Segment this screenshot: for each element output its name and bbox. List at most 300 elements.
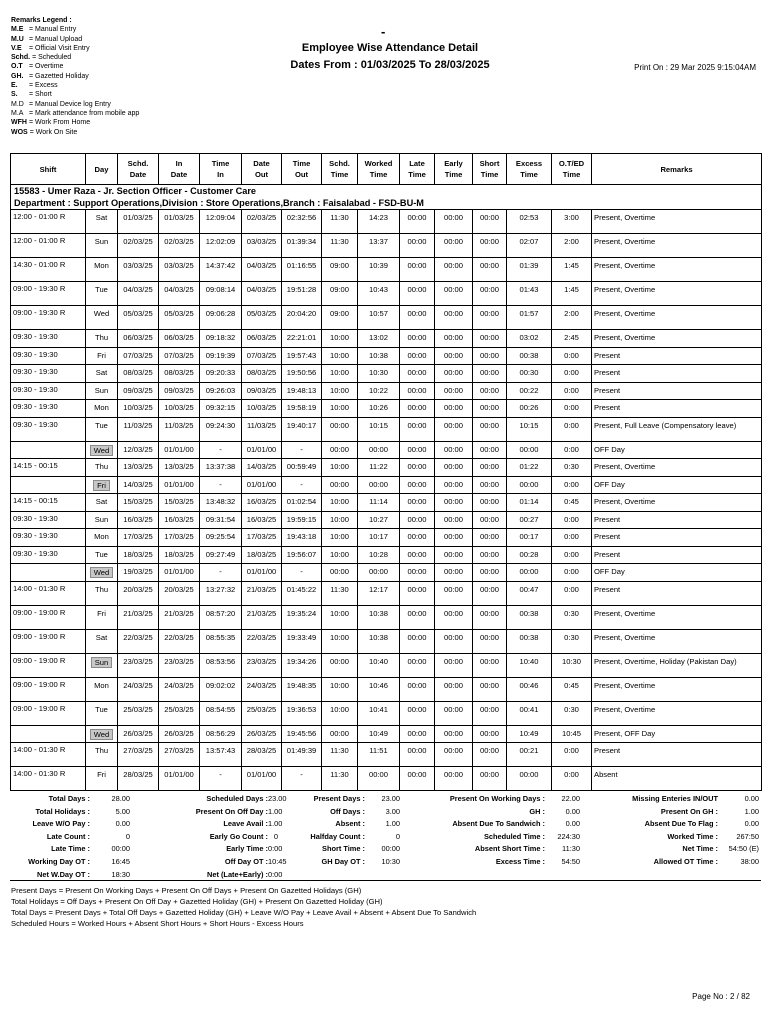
- legend-text: = Work From Home: [29, 119, 91, 127]
- summary-value: 00:00: [111, 844, 130, 854]
- column-header-line2: Time: [330, 170, 349, 179]
- table-row: [11, 546, 762, 564]
- cell-excess: 00:46: [507, 677, 552, 701]
- table-row: [11, 677, 762, 701]
- cell-worked: 12:17: [358, 581, 400, 605]
- cell-date-out: 21/03/25: [242, 605, 282, 629]
- cell-early: 00:00: [435, 382, 473, 400]
- cell-date-out: 03/03/25: [242, 234, 282, 258]
- cell-late: 00:00: [400, 653, 435, 677]
- column-header-line2: Time: [562, 170, 581, 179]
- column-header-line1: Schd.: [127, 159, 149, 168]
- cell-excess: 00:30: [507, 365, 552, 383]
- cell-ot: 0:00: [552, 365, 592, 383]
- cell-late: 00:00: [400, 382, 435, 400]
- cell-time-out: 01:02:54: [282, 494, 322, 512]
- summary-value: 54:50: [561, 857, 580, 866]
- cell-late: 00:00: [400, 210, 435, 234]
- cell-shift: 14:00 - 01:30 R: [11, 767, 86, 791]
- cell-remarks: Present: [592, 743, 762, 767]
- cell-schd-date: 18/03/25: [118, 546, 159, 564]
- column-header-line1: In: [175, 159, 183, 168]
- table-row: [11, 581, 762, 605]
- cell-excess: 00:22: [507, 382, 552, 400]
- summary-value: 23.00: [268, 794, 287, 803]
- cell-time-in: 12:09:04: [200, 210, 242, 234]
- cell-shift: [11, 564, 86, 582]
- cell-excess: 00:00: [507, 767, 552, 791]
- cell-schd-date: 10/03/25: [118, 400, 159, 418]
- cell-worked: 11:14: [358, 494, 400, 512]
- cell-early: 00:00: [435, 417, 473, 441]
- cell-late: 00:00: [400, 767, 435, 791]
- cell-ot: 0:00: [552, 476, 592, 494]
- summary-label: Present Days :: [313, 794, 365, 803]
- cell-short: 00:00: [473, 400, 507, 418]
- summary-value: 16:45: [111, 857, 130, 866]
- column-header-line2: Time: [444, 170, 463, 179]
- summary-label: GH :: [529, 806, 545, 816]
- cell-excess: 01:57: [507, 306, 552, 330]
- summary-label: Present On GH :: [660, 806, 718, 816]
- summary-label: Early Time :: [226, 844, 268, 854]
- summary-value: 0: [273, 831, 278, 841]
- cell-late: 00:00: [400, 400, 435, 418]
- cell-shift: 09:00 - 19:00 R: [11, 605, 86, 629]
- cell-in-date: 26/03/25: [159, 725, 200, 743]
- cell-in-date: 06/03/25: [159, 330, 200, 348]
- cell-early: 00:00: [435, 511, 473, 529]
- column-header-line1: Schd.: [329, 159, 350, 168]
- cell-short: 00:00: [473, 767, 507, 791]
- legend-code: M.E: [11, 26, 24, 34]
- cell-schd-time: 00:00: [322, 653, 358, 677]
- cell-remarks: Present, Overtime: [592, 701, 762, 725]
- cell-schd-date: 17/03/25: [118, 529, 159, 547]
- cell-day: Sun: [86, 511, 118, 529]
- cell-shift: [11, 476, 86, 494]
- cell-schd-time: 09:00: [322, 282, 358, 306]
- legend-item: [11, 118, 139, 127]
- cell-shift: 14:30 - 01:00 R: [11, 258, 86, 282]
- table-row: [11, 529, 762, 547]
- cell-short: 00:00: [473, 306, 507, 330]
- cell-schd-time: 09:00: [322, 306, 358, 330]
- cell-schd-date: 24/03/25: [118, 677, 159, 701]
- cell-excess: 00:00: [507, 564, 552, 582]
- cell-remarks: Present, Overtime: [592, 629, 762, 653]
- cell-ot: 0:00: [552, 743, 592, 767]
- cell-date-out: 05/03/25: [242, 306, 282, 330]
- cell-time-out: 01:16:55: [282, 258, 322, 282]
- column-header-line1: Early: [444, 159, 463, 168]
- cell-schd-time: 09:00: [322, 258, 358, 282]
- column-header-line1: Date: [253, 159, 270, 168]
- table-row: [11, 605, 762, 629]
- cell-day: Tue: [86, 282, 118, 306]
- cell-worked: 00:00: [358, 441, 400, 459]
- formula-line: Present Days = Present On Working Days + Present On Off Days + Present On Gazetted Holidays (GH): [11, 886, 362, 895]
- cell-worked: 10:43: [358, 282, 400, 306]
- cell-day: Mon: [86, 400, 118, 418]
- cell-time-in: 09:18:32: [200, 330, 242, 348]
- cell-worked: 10:38: [358, 347, 400, 365]
- legend-item: [11, 25, 139, 34]
- summary-label: Absent Due To Flag :: [644, 819, 718, 829]
- cell-remarks: Present: [592, 546, 762, 564]
- column-header-line1: Remarks: [660, 164, 693, 174]
- cell-short: 00:00: [473, 382, 507, 400]
- legend-item: [11, 128, 139, 137]
- cell-remarks: Present, Overtime: [592, 494, 762, 512]
- cell-remarks: Present, Overtime: [592, 210, 762, 234]
- cell-date-out: 09/03/25: [242, 382, 282, 400]
- summary-value: 54:50 (E): [728, 844, 759, 854]
- column-header: [322, 154, 358, 185]
- table-row: [11, 511, 762, 529]
- table-row: [11, 494, 762, 512]
- department-line: Department : Support Operations,Division : Store Operations,Branch : Faisalabad - FSD-BU-M: [11, 197, 762, 210]
- cell-schd-date: 16/03/25: [118, 511, 159, 529]
- cell-late: 00:00: [400, 476, 435, 494]
- summary-value: 28.00: [111, 794, 130, 803]
- column-header: [435, 154, 473, 185]
- cell-remarks: Present, Overtime, Holiday (Pakistan Day): [592, 653, 762, 677]
- formula-line: Scheduled Hours = Worked Hours + Absent Short Hours + Short Hours - Excess Hours: [11, 919, 304, 928]
- cell-shift: 09:30 - 19:30: [11, 529, 86, 547]
- cell-day: Wed: [86, 306, 118, 330]
- column-header-line2: Out: [254, 170, 269, 179]
- table-row: [11, 653, 762, 677]
- cell-in-date: 08/03/25: [159, 365, 200, 383]
- cell-shift: [11, 725, 86, 743]
- cell-in-date: 07/03/25: [159, 347, 200, 365]
- cell-time-in: -: [200, 767, 242, 791]
- cell-remarks: Present, Overtime: [592, 605, 762, 629]
- cell-date-out: 01/01/00: [242, 767, 282, 791]
- cell-remarks: Present: [592, 529, 762, 547]
- cell-shift: 09:30 - 19:30: [11, 330, 86, 348]
- print-on-timestamp: Print On : 29 Mar 2025 9:15:04AM: [634, 63, 756, 72]
- cell-day: Sat: [86, 494, 118, 512]
- cell-late: 00:00: [400, 347, 435, 365]
- table-row: [11, 234, 762, 258]
- summary-value: 11:30: [562, 844, 580, 854]
- cell-schd-date: 01/03/25: [118, 210, 159, 234]
- cell-excess: 02:07: [507, 234, 552, 258]
- cell-ot: 1:45: [552, 282, 592, 306]
- cell-date-out: 25/03/25: [242, 701, 282, 725]
- summary-label: Late Count :: [46, 831, 90, 841]
- summary-label: Present On Working Days :: [449, 794, 545, 803]
- cell-short: 00:00: [473, 511, 507, 529]
- column-header: [118, 154, 159, 185]
- cell-day: Tue: [86, 701, 118, 725]
- cell-worked: 10:17: [358, 529, 400, 547]
- cell-date-out: 23/03/25: [242, 653, 282, 677]
- column-header-line2: Time: [480, 170, 499, 179]
- cell-day: Fri: [86, 347, 118, 365]
- cell-worked: 10:15: [358, 417, 400, 441]
- cell-worked: 10:38: [358, 629, 400, 653]
- cell-late: 00:00: [400, 494, 435, 512]
- column-header-line1: Day: [94, 164, 109, 174]
- cell-early: 00:00: [435, 306, 473, 330]
- cell-worked: 00:00: [358, 564, 400, 582]
- legend-item: [11, 100, 139, 109]
- cell-worked: 10:57: [358, 306, 400, 330]
- cell-schd-time: 10:00: [322, 511, 358, 529]
- cell-day: [86, 441, 118, 459]
- summary-value: 1.00: [385, 819, 400, 829]
- cell-schd-date: 03/03/25: [118, 258, 159, 282]
- column-header-line1: Worked: [364, 159, 393, 168]
- cell-date-out: 04/03/25: [242, 282, 282, 306]
- cell-remarks: Present, Overtime: [592, 282, 762, 306]
- summary-label: Short Time :: [322, 844, 365, 854]
- cell-short: 00:00: [473, 459, 507, 477]
- cell-ot: 2:00: [552, 306, 592, 330]
- cell-time-out: 19:50:56: [282, 365, 322, 383]
- cell-time-in: -: [200, 564, 242, 582]
- cell-time-out: -: [282, 564, 322, 582]
- cell-day: Tue: [86, 546, 118, 564]
- cell-excess: 01:43: [507, 282, 552, 306]
- cell-schd-date: 26/03/25: [118, 725, 159, 743]
- legend-code: WFH: [11, 119, 27, 127]
- summary-value: 23.00: [381, 794, 400, 803]
- legend-code: O.T: [11, 63, 23, 71]
- cell-time-in: 08:54:55: [200, 701, 242, 725]
- legend-code: GH.: [11, 72, 24, 80]
- legend-item: [11, 109, 139, 118]
- table-row: [11, 767, 762, 791]
- cell-schd-date: 09/03/25: [118, 382, 159, 400]
- cell-time-out: 19:40:17: [282, 417, 322, 441]
- highlighted-day: Wed: [90, 729, 113, 740]
- column-header-line2: In: [217, 170, 224, 179]
- summary-label: Off Days :: [330, 806, 365, 816]
- cell-date-out: 02/03/25: [242, 210, 282, 234]
- table-row: [11, 365, 762, 383]
- cell-schd-time: 11:30: [322, 234, 358, 258]
- cell-shift: 09:30 - 19:30: [11, 382, 86, 400]
- legend-item: [11, 81, 139, 90]
- cell-worked: 10:28: [358, 546, 400, 564]
- cell-schd-date: 13/03/25: [118, 459, 159, 477]
- column-header-line1: Excess: [515, 159, 543, 168]
- cell-schd-date: 20/03/25: [118, 581, 159, 605]
- cell-early: 00:00: [435, 347, 473, 365]
- legend-text: = Work On Site: [29, 128, 78, 136]
- cell-short: 00:00: [473, 234, 507, 258]
- cell-short: 00:00: [473, 476, 507, 494]
- cell-shift: 09:00 - 19:00 R: [11, 701, 86, 725]
- table-row: [11, 400, 762, 418]
- cell-late: 00:00: [400, 234, 435, 258]
- cell-schd-date: 06/03/25: [118, 330, 159, 348]
- cell-in-date: 11/03/25: [159, 417, 200, 441]
- cell-date-out: 04/03/25: [242, 258, 282, 282]
- cell-worked: 00:00: [358, 767, 400, 791]
- cell-short: 00:00: [473, 677, 507, 701]
- column-header: [552, 154, 592, 185]
- legend-text: = Manual Device log Entry: [29, 100, 111, 108]
- cell-in-date: 15/03/25: [159, 494, 200, 512]
- cell-schd-time: 00:00: [322, 564, 358, 582]
- cell-day: Thu: [86, 743, 118, 767]
- cell-excess: 00:38: [507, 629, 552, 653]
- legend-text: = Excess: [29, 82, 58, 90]
- cell-excess: 00:21: [507, 743, 552, 767]
- cell-date-out: 28/03/25: [242, 743, 282, 767]
- cell-late: 00:00: [400, 282, 435, 306]
- cell-time-in: 09:26:03: [200, 382, 242, 400]
- cell-time-out: 19:45:56: [282, 725, 322, 743]
- cell-ot: 0:00: [552, 581, 592, 605]
- cell-early: 00:00: [435, 330, 473, 348]
- summary-value: 0.00: [744, 794, 759, 803]
- cell-excess: 10:40: [507, 653, 552, 677]
- cell-time-in: 09:24:30: [200, 417, 242, 441]
- cell-schd-date: 14/03/25: [118, 476, 159, 494]
- employee-line: 15583 - Umer Raza - Jr. Section Officer - Customer Care: [11, 185, 762, 198]
- cell-late: 00:00: [400, 330, 435, 348]
- cell-late: 00:00: [400, 529, 435, 547]
- cell-short: 00:00: [473, 529, 507, 547]
- cell-worked: 10:46: [358, 677, 400, 701]
- summary-value: 3.00: [385, 806, 400, 816]
- summary-value: 224:30: [557, 831, 580, 841]
- cell-early: 00:00: [435, 767, 473, 791]
- cell-day: Mon: [86, 258, 118, 282]
- summary-label: Early Go Count :: [209, 831, 268, 841]
- cell-excess: 10:15: [507, 417, 552, 441]
- cell-shift: 09:30 - 19:30: [11, 365, 86, 383]
- cell-late: 00:00: [400, 677, 435, 701]
- cell-time-out: 01:39:34: [282, 234, 322, 258]
- cell-date-out: 07/03/25: [242, 347, 282, 365]
- cell-late: 00:00: [400, 725, 435, 743]
- cell-ot: 0:30: [552, 701, 592, 725]
- cell-day: Tue: [86, 417, 118, 441]
- cell-excess: 01:39: [507, 258, 552, 282]
- cell-day: [86, 564, 118, 582]
- cell-schd-time: 10:00: [322, 629, 358, 653]
- cell-early: 00:00: [435, 234, 473, 258]
- summary-value: 0.00: [115, 819, 130, 829]
- table-row: [11, 330, 762, 348]
- summary-value: 0.00: [744, 819, 759, 829]
- cell-schd-time: 10:00: [322, 605, 358, 629]
- summary-value: 0: [125, 831, 130, 841]
- cell-worked: 10:41: [358, 701, 400, 725]
- cell-short: 00:00: [473, 564, 507, 582]
- cell-schd-time: 10:00: [322, 529, 358, 547]
- cell-in-date: 04/03/25: [159, 282, 200, 306]
- cell-time-in: 13:27:32: [200, 581, 242, 605]
- cell-short: 00:00: [473, 210, 507, 234]
- page-number: Page No : 2 / 82: [692, 992, 750, 1001]
- cell-date-out: 01/01/00: [242, 441, 282, 459]
- table-row: [11, 476, 762, 494]
- cell-ot: 0:45: [552, 494, 592, 512]
- cell-excess: 00:38: [507, 605, 552, 629]
- cell-early: 00:00: [435, 653, 473, 677]
- cell-date-out: 24/03/25: [242, 677, 282, 701]
- cell-schd-time: 00:00: [322, 725, 358, 743]
- cell-ot: 10:45: [552, 725, 592, 743]
- cell-short: 00:00: [473, 441, 507, 459]
- cell-time-in: 09:32:15: [200, 400, 242, 418]
- cell-time-in: 09:25:54: [200, 529, 242, 547]
- summary-label: Halfday Count :: [310, 831, 365, 841]
- cell-ot: 0:00: [552, 529, 592, 547]
- cell-short: 00:00: [473, 653, 507, 677]
- cell-in-date: 24/03/25: [159, 677, 200, 701]
- cell-date-out: 16/03/25: [242, 511, 282, 529]
- cell-time-out: -: [282, 476, 322, 494]
- summary-value: 38:00: [740, 857, 759, 866]
- cell-time-in: 13:57:43: [200, 743, 242, 767]
- cell-worked: 10:49: [358, 725, 400, 743]
- cell-in-date: 20/03/25: [159, 581, 200, 605]
- cell-date-out: 14/03/25: [242, 459, 282, 477]
- cell-in-date: 01/03/25: [159, 210, 200, 234]
- cell-schd-time: 10:00: [322, 701, 358, 725]
- cell-remarks: OFF Day: [592, 564, 762, 582]
- cell-early: 00:00: [435, 282, 473, 306]
- legend-item: [11, 90, 139, 99]
- cell-late: 00:00: [400, 546, 435, 564]
- legend-text: = Manual Upload: [29, 35, 83, 43]
- cell-worked: 10:39: [358, 258, 400, 282]
- cell-in-date: 03/03/25: [159, 258, 200, 282]
- legend-text: = Mark attendance from mobile app: [29, 109, 140, 117]
- cell-excess: 01:22: [507, 459, 552, 477]
- summary-label: Scheduled Time :: [483, 831, 545, 841]
- cell-early: 00:00: [435, 564, 473, 582]
- cell-remarks: Present, Overtime: [592, 677, 762, 701]
- cell-remarks: Present, Overtime: [592, 234, 762, 258]
- cell-late: 00:00: [400, 511, 435, 529]
- cell-short: 00:00: [473, 282, 507, 306]
- cell-early: 00:00: [435, 725, 473, 743]
- cell-excess: 00:28: [507, 546, 552, 564]
- legend-item: [11, 72, 139, 81]
- summary-label: Net Time :: [682, 844, 718, 854]
- column-header: [592, 154, 762, 185]
- cell-ot: 2:45: [552, 330, 592, 348]
- cell-schd-date: 12/03/25: [118, 441, 159, 459]
- summary-value: 0:00: [268, 844, 283, 854]
- cell-remarks: OFF Day: [592, 476, 762, 494]
- cell-date-out: 08/03/25: [242, 365, 282, 383]
- cell-time-out: 19:48:35: [282, 677, 322, 701]
- column-header: [358, 154, 400, 185]
- cell-time-in: 13:37:38: [200, 459, 242, 477]
- summary-label: GH Day OT :: [321, 857, 365, 866]
- cell-time-out: 19:33:49: [282, 629, 322, 653]
- cell-schd-date: 22/03/25: [118, 629, 159, 653]
- cell-schd-time: 10:00: [322, 494, 358, 512]
- highlighted-day: Wed: [90, 445, 113, 456]
- cell-excess: 01:14: [507, 494, 552, 512]
- summary-value: 22.00: [561, 794, 580, 803]
- cell-late: 00:00: [400, 564, 435, 582]
- cell-early: 00:00: [435, 701, 473, 725]
- cell-time-out: 19:58:19: [282, 400, 322, 418]
